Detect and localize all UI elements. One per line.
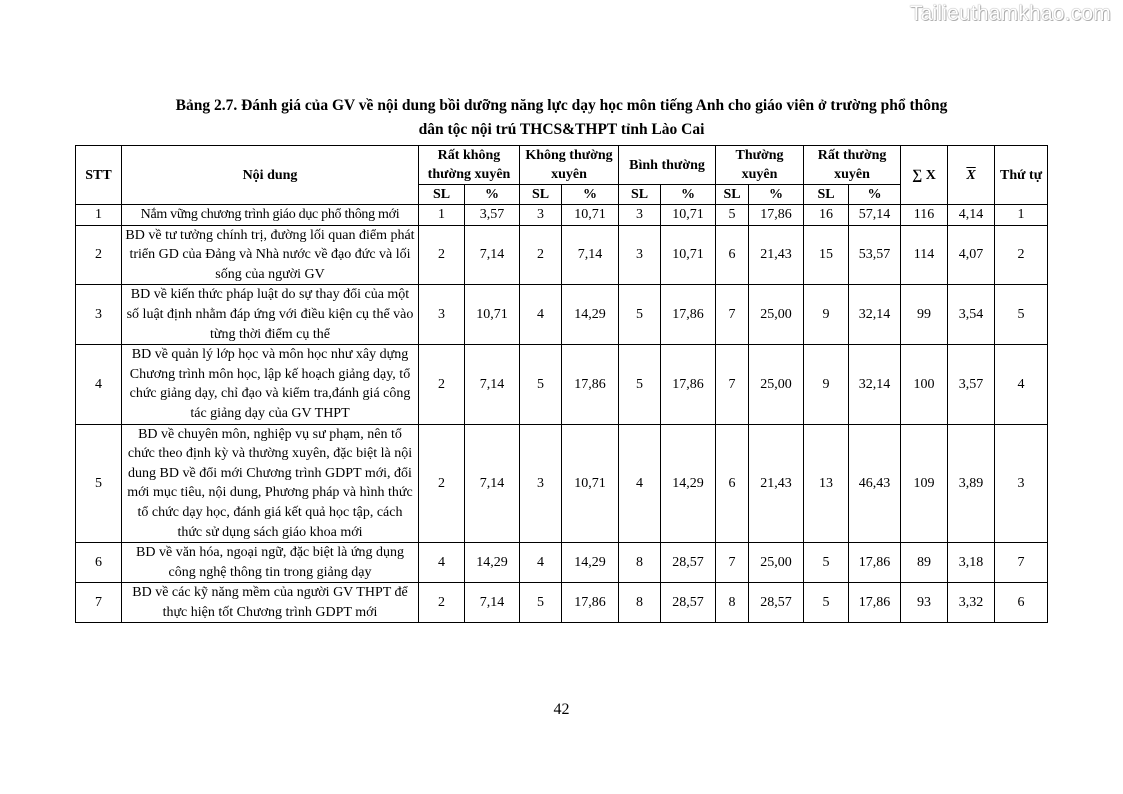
cell-pct: 10,71	[661, 205, 716, 226]
caption-line-1: Bảng 2.7. Đánh giá của GV về nội dung bồi dưỡng năng lực dạy học môn tiếng Anh cho giáo viên ở trường phổ thông	[175, 97, 948, 114]
cell-content: BD về kiến thức pháp luật do sự thay đổi của một số luật định nhằm đáp ứng với điều kiện cụ thể vào từng thời điểm cụ thể	[122, 285, 419, 345]
cell-sl: 5	[619, 345, 661, 424]
table-row	[76, 285, 1048, 345]
cell-sl: 8	[619, 583, 661, 623]
cell-mean: 3,57	[948, 345, 995, 424]
page-number: 42	[553, 701, 570, 718]
cell-sum: 93	[901, 583, 948, 623]
cell-sum: 100	[901, 345, 948, 424]
cell-rank: 2	[995, 225, 1048, 285]
cell-pct: 7,14	[465, 424, 520, 543]
cell-pct: 17,86	[749, 205, 804, 226]
header-rank: Thứ tự	[995, 146, 1048, 205]
cell-sl: 3	[619, 225, 661, 285]
header-content: Nội dung	[122, 146, 419, 205]
cell-pct: 25,00	[749, 543, 804, 583]
header-sl: SL	[619, 185, 661, 205]
cell-pct: 17,86	[562, 345, 619, 424]
table-caption	[60, 94, 1063, 142]
cell-sl: 8	[716, 583, 749, 623]
header-pct: %	[465, 185, 520, 205]
cell-pct: 28,57	[749, 583, 804, 623]
cell-sl: 3	[520, 424, 562, 543]
cell-rank: 5	[995, 285, 1048, 345]
table-row	[76, 424, 1048, 543]
cell-pct: 32,14	[849, 285, 901, 345]
header-group: Bình thường	[619, 146, 716, 185]
cell-mean: 3,54	[948, 285, 995, 345]
cell-pct: 7,14	[562, 225, 619, 285]
cell-sum: 116	[901, 205, 948, 226]
cell-stt: 3	[76, 285, 122, 345]
cell-sl: 7	[716, 285, 749, 345]
cell-pct: 32,14	[849, 345, 901, 424]
cell-sl: 9	[804, 285, 849, 345]
cell-sl: 7	[716, 345, 749, 424]
cell-sl: 4	[419, 543, 465, 583]
cell-sl: 9	[804, 345, 849, 424]
cell-pct: 17,86	[661, 345, 716, 424]
cell-mean: 3,89	[948, 424, 995, 543]
cell-sl: 15	[804, 225, 849, 285]
caption-line-2: dân tộc nội trú THCS&THPT tỉnh Lào Cai	[418, 121, 705, 138]
cell-pct: 53,57	[849, 225, 901, 285]
cell-sl: 4	[520, 543, 562, 583]
mean-x-symbol: $\overline{X}$	[966, 167, 976, 183]
cell-pct: 7,14	[465, 583, 520, 623]
cell-sl: 3	[619, 205, 661, 226]
cell-stt: 5	[76, 424, 122, 543]
header-mean-x	[948, 146, 995, 205]
table-row	[76, 543, 1048, 583]
cell-sl: 8	[619, 543, 661, 583]
table-row	[76, 205, 1048, 226]
cell-sl: 5	[520, 583, 562, 623]
cell-sum: 99	[901, 285, 948, 345]
cell-sl: 4	[520, 285, 562, 345]
cell-rank: 7	[995, 543, 1048, 583]
cell-pct: 17,86	[849, 583, 901, 623]
cell-sl: 2	[419, 225, 465, 285]
header-group: Không thường xuyên	[520, 146, 619, 185]
cell-sl: 5	[804, 583, 849, 623]
cell-pct: 14,29	[661, 424, 716, 543]
header-group: Rất thường xuyên	[804, 146, 901, 185]
cell-sl: 2	[520, 225, 562, 285]
cell-pct: 21,43	[749, 225, 804, 285]
header-sl: SL	[716, 185, 749, 205]
header-sl: SL	[520, 185, 562, 205]
cell-content: BD về quản lý lớp học và môn học như xây dựng Chương trình môn học, lập kế hoạch giảng dạy, tổ chức giảng dạy, chỉ đạo và kiểm tra,đánh giá công tác giảng dạy của GV THPT	[122, 345, 419, 424]
cell-mean: 4,07	[948, 225, 995, 285]
cell-rank: 3	[995, 424, 1048, 543]
cell-stt: 6	[76, 543, 122, 583]
cell-sl: 5	[716, 205, 749, 226]
cell-pct: 25,00	[749, 285, 804, 345]
cell-sl: 2	[419, 424, 465, 543]
cell-mean: 3,32	[948, 583, 995, 623]
cell-pct: 7,14	[465, 345, 520, 424]
cell-mean: 3,18	[948, 543, 995, 583]
cell-pct: 28,57	[661, 583, 716, 623]
cell-pct: 10,71	[465, 285, 520, 345]
cell-sl: 16	[804, 205, 849, 226]
cell-pct: 21,43	[749, 424, 804, 543]
cell-sl: 2	[419, 345, 465, 424]
cell-pct: 17,86	[661, 285, 716, 345]
cell-stt: 2	[76, 225, 122, 285]
table-row	[76, 583, 1048, 623]
cell-sum: 114	[901, 225, 948, 285]
cell-sl: 6	[716, 225, 749, 285]
header-pct: %	[661, 185, 716, 205]
cell-stt: 4	[76, 345, 122, 424]
cell-rank: 4	[995, 345, 1048, 424]
table-body	[76, 205, 1048, 623]
cell-content: Nắm vững chương trình giáo dục phổ thông mới	[122, 205, 419, 226]
cell-sl: 5	[520, 345, 562, 424]
header-stt: STT	[76, 146, 122, 205]
cell-sl: 13	[804, 424, 849, 543]
cell-pct: 10,71	[562, 205, 619, 226]
cell-pct: 7,14	[465, 225, 520, 285]
cell-sum: 109	[901, 424, 948, 543]
header-group: Thường xuyên	[716, 146, 804, 185]
cell-rank: 1	[995, 205, 1048, 226]
header-sl: SL	[804, 185, 849, 205]
cell-pct: 25,00	[749, 345, 804, 424]
header-group: Rất không thường xuyên	[419, 146, 520, 185]
cell-pct: 10,71	[562, 424, 619, 543]
watermark: Tailieuthamkhao.com	[909, 2, 1111, 25]
cell-sl: 1	[419, 205, 465, 226]
header-sum-x: ∑ X	[901, 146, 948, 205]
cell-rank: 6	[995, 583, 1048, 623]
cell-pct: 46,43	[849, 424, 901, 543]
cell-pct: 14,29	[465, 543, 520, 583]
cell-stt: 7	[76, 583, 122, 623]
table-row	[76, 345, 1048, 424]
cell-pct: 17,86	[849, 543, 901, 583]
cell-content: BD về các kỹ năng mềm của người GV THPT để thực hiện tốt Chương trình GDPT mới	[122, 583, 419, 623]
cell-pct: 3,57	[465, 205, 520, 226]
header-pct: %	[749, 185, 804, 205]
cell-mean: 4,14	[948, 205, 995, 226]
header-sl: SL	[419, 185, 465, 205]
header-pct: %	[849, 185, 901, 205]
cell-sl: 6	[716, 424, 749, 543]
cell-pct: 17,86	[562, 583, 619, 623]
evaluation-table	[75, 145, 1048, 623]
cell-pct: 28,57	[661, 543, 716, 583]
cell-sl: 2	[419, 583, 465, 623]
cell-sl: 3	[419, 285, 465, 345]
cell-sl: 5	[619, 285, 661, 345]
cell-pct: 57,14	[849, 205, 901, 226]
cell-sl: 5	[804, 543, 849, 583]
header-row-1	[76, 146, 1048, 185]
cell-sum: 89	[901, 543, 948, 583]
cell-content: BD về văn hóa, ngoại ngữ, đặc biệt là ứng dụng công nghệ thông tin trong giảng dạy	[122, 543, 419, 583]
table-row	[76, 225, 1048, 285]
cell-stt: 1	[76, 205, 122, 226]
cell-sl: 3	[520, 205, 562, 226]
cell-pct: 14,29	[562, 543, 619, 583]
header-pct: %	[562, 185, 619, 205]
cell-sl: 7	[716, 543, 749, 583]
cell-pct: 14,29	[562, 285, 619, 345]
cell-pct: 10,71	[661, 225, 716, 285]
cell-content: BD về tư tưởng chính trị, đường lối quan điểm phát triển GD của Đảng và Nhà nước về đạo đức và lối sống của người GV	[122, 225, 419, 285]
cell-content: BD về chuyên môn, nghiệp vụ sư phạm, nên tổ chức theo định kỳ và thường xuyên, đặc biệt là nội dung BD về đổi mới Chương trình GDPT mới, đổi mới mục tiêu, nội dung, Phương pháp và hình thức tổ chức dạy học, đánh giá kết quả học tập, cách thức sử dụng sách giáo khoa mới	[122, 424, 419, 543]
cell-sl: 4	[619, 424, 661, 543]
